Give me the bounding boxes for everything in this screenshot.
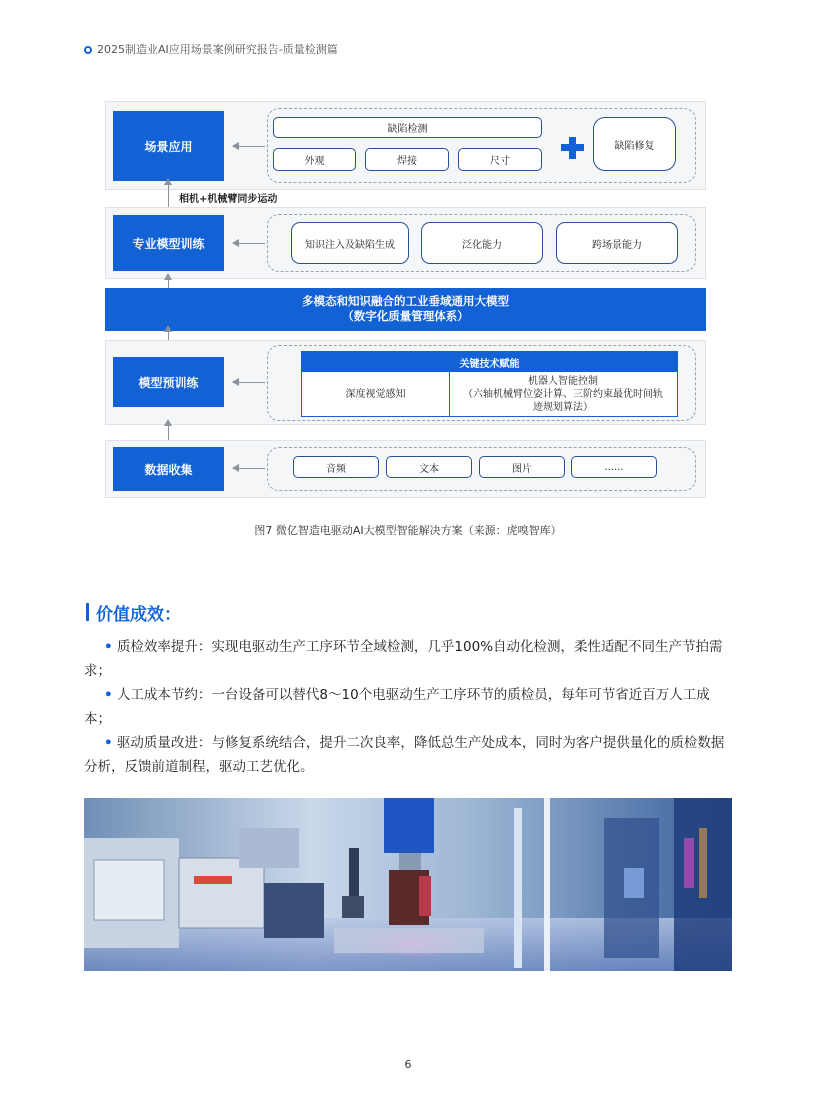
cross-scene-pill: 跨场景能力	[556, 222, 678, 264]
key-tech-table	[301, 351, 678, 417]
arrow-left-icon	[233, 382, 265, 383]
header-bullet-icon	[84, 46, 92, 54]
bullet-label: 驱动质量改进：	[116, 735, 212, 751]
bullet-quality	[84, 731, 734, 779]
bullet-text: 一台设备可以替代8～10个电驱动生产工序环节的质检员，每年可节省近百万人工成本；	[84, 687, 710, 727]
arrow-up-icon	[168, 331, 169, 340]
scene-application-label: 场景应用	[113, 111, 224, 181]
defect-detection-pill: 缺陷检测	[273, 117, 542, 138]
key-tech-header: 关键技术赋能	[302, 352, 677, 372]
arrow-up-icon	[168, 425, 169, 440]
dimension-pill: 尺寸	[458, 148, 542, 171]
arrow-up-icon	[168, 279, 169, 288]
pretraining-label: 模型预训练	[113, 357, 224, 407]
robot-control-line2: （六轴机械臂位姿计算、三阶约束最优时间轨	[463, 388, 663, 400]
arrow-left-icon	[233, 146, 265, 147]
bullet-label: 质检效率提升：	[116, 639, 212, 655]
figure-caption: 图7 微亿智造电驱动AI大模型智能解决方案（来源：虎嗅智库）	[254, 524, 562, 537]
foundation-model-banner	[105, 288, 706, 331]
bullet-dot-icon: •	[104, 639, 113, 655]
data-collection-label: 数据收集	[113, 447, 224, 491]
sync-motion-label: 相机+机械臂同步运动	[179, 194, 278, 205]
bullet-efficiency	[84, 635, 734, 683]
section-accent-bar	[86, 603, 89, 621]
banner-line2: （数字化质量管理体系）	[342, 309, 469, 323]
factory-illustration	[84, 798, 732, 971]
image-pill: 图片	[479, 456, 565, 478]
generalization-pill: 泛化能力	[421, 222, 543, 264]
robot-control-cell	[450, 372, 676, 416]
solution-diagram	[105, 101, 706, 498]
more-pill: ......	[571, 456, 657, 478]
banner-line1: 多模态和知识融合的工业垂域通用大模型	[302, 294, 509, 308]
model-training-label: 专业模型训练	[113, 215, 224, 271]
bullet-text: 实现电驱动生产工序环节全域检测，几乎100%自动化检测，柔性适配不同生产节拍需求；	[84, 639, 723, 679]
audio-pill: 音频	[293, 456, 379, 478]
bullet-dot-icon: •	[104, 687, 113, 703]
robot-control-line1: 机器人智能控制	[528, 375, 598, 387]
deep-vision-cell: 深度视觉感知	[302, 372, 450, 416]
plus-icon-bar	[561, 144, 584, 151]
bullet-dot-icon: •	[104, 735, 113, 751]
bullet-label: 人工成本节约：	[116, 687, 212, 703]
header-title: 2025制造业AI应用场景案例研究报告-质量检测篇	[97, 43, 338, 56]
defect-repair-pill: 缺陷修复	[593, 117, 676, 171]
appearance-pill: 外观	[273, 148, 356, 171]
text-pill: 文本	[386, 456, 472, 478]
page-number: 6	[404, 1058, 412, 1071]
bullet-cost	[84, 683, 734, 731]
arrow-left-icon	[233, 468, 265, 469]
section-title: 价值成效：	[96, 605, 181, 625]
welding-pill: 焊接	[365, 148, 449, 171]
factory-photo	[84, 798, 732, 971]
arrow-up-icon	[168, 184, 169, 207]
arrow-left-icon	[233, 243, 265, 244]
knowledge-injection-pill: 知识注入及缺陷生成	[291, 222, 409, 264]
robot-control-line3: 迹规划算法）	[533, 401, 593, 413]
bullet-text: 与修复系统结合，提升二次良率，降低总生产处成本，同时为客户提供量化的质检数据分析，反馈前道制程，驱动工艺优化。	[84, 735, 725, 775]
